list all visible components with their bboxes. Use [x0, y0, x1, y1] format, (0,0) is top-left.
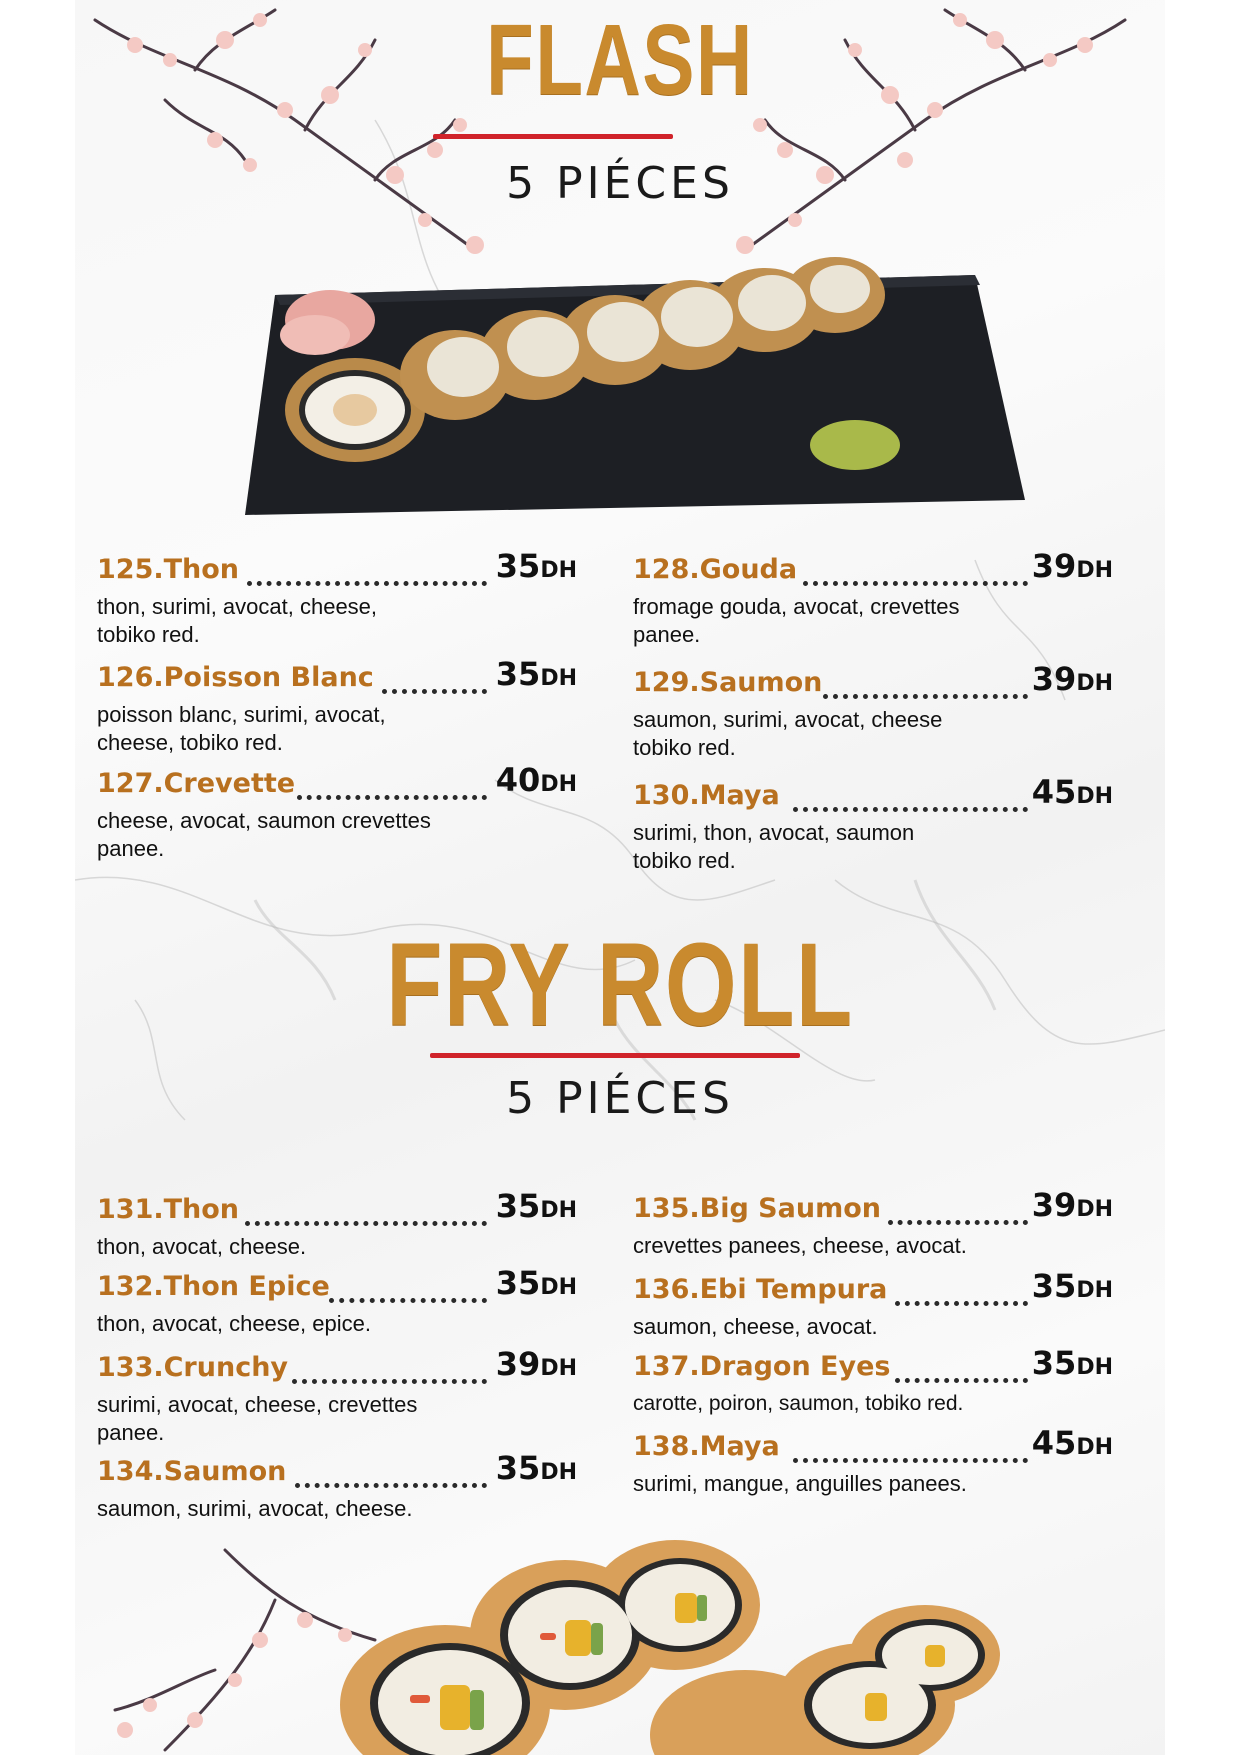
menu-item [633, 1186, 1113, 1260]
menu-item [633, 1267, 1113, 1341]
item-description: fromage gouda, avocat, crevettes panee. [633, 594, 960, 647]
item-description: saumon, cheese, avocat. [633, 1314, 878, 1339]
item-price: 35DH [495, 655, 577, 693]
menu-item [97, 1187, 577, 1261]
item-name: 138.Maya [633, 1431, 780, 1462]
item-price: 35DH [495, 547, 577, 585]
item-description: poisson blanc, surimi, avocat, cheese, tobiko red. [97, 702, 386, 755]
item-price: 45DH [1031, 1424, 1113, 1462]
item-description: thon, avocat, cheese. [97, 1234, 307, 1259]
item-name: 131.Thon [97, 1194, 240, 1225]
item-description: surimi, avocat, cheese, crevettes panee. [97, 1392, 418, 1445]
section-title-flash: FLASH [486, 4, 754, 116]
menu-item [97, 655, 577, 757]
menu-item [633, 660, 1113, 762]
item-name: 129.Saumon [633, 667, 823, 698]
menu-item [97, 761, 577, 863]
item-price: 35DH [1031, 1344, 1113, 1382]
menu-item [97, 1345, 577, 1447]
item-name: 132.Thon Epice [97, 1271, 330, 1302]
item-description: crevettes panees, cheese, avocat. [633, 1233, 967, 1258]
item-price: 39DH [1031, 660, 1113, 698]
menu-item [97, 1449, 577, 1523]
item-name: 130.Maya [633, 780, 780, 811]
item-name: 134.Saumon [97, 1456, 287, 1487]
fry-roll-image [325, 1525, 1005, 1755]
item-name: 136.Ebi Tempura [633, 1274, 888, 1305]
item-name: 127.Crevette [97, 768, 296, 799]
item-name: 126.Poisson Blanc [97, 662, 374, 693]
item-description: carotte, poiron, saumon, tobiko red. [633, 1392, 964, 1415]
menu-item [97, 547, 577, 649]
menu-item [633, 773, 1113, 875]
menu-page [75, 0, 1165, 1755]
item-price: 35DH [495, 1264, 577, 1302]
item-name: 128.Gouda [633, 554, 798, 585]
title-underline [430, 1053, 800, 1058]
item-price: 45DH [1031, 773, 1113, 811]
item-price: 39DH [1031, 1186, 1113, 1224]
menu-item [97, 1264, 577, 1338]
item-price: 35DH [1031, 1267, 1113, 1305]
item-description: cheese, avocat, saumon crevettes panee. [97, 808, 431, 861]
sushi-plate-image [235, 255, 1035, 525]
item-name: 135.Big Saumon [633, 1193, 881, 1224]
menu-item [633, 547, 1113, 649]
item-description: saumon, surimi, avocat, cheese. [97, 1496, 413, 1521]
section-subtitle-fry-roll: 5 PIÉCES [506, 1073, 734, 1124]
menu-item [633, 1424, 1113, 1498]
section-subtitle-flash: 5 PIÉCES [506, 158, 734, 209]
item-price: 39DH [495, 1345, 577, 1383]
item-price: 35DH [495, 1449, 577, 1487]
item-price: 40DH [495, 761, 577, 799]
item-description: thon, surimi, avocat, cheese, tobiko red. [97, 594, 378, 647]
section-title-fry-roll: FRY ROLL [386, 919, 854, 1051]
item-price: 39DH [1031, 547, 1113, 585]
item-description: surimi, thon, avocat, saumon tobiko red. [633, 820, 915, 873]
item-price: 35DH [495, 1187, 577, 1225]
item-name: 125.Thon [97, 554, 240, 585]
menu-item [633, 1344, 1113, 1418]
item-description: saumon, surimi, avocat, cheese tobiko red. [633, 707, 943, 760]
item-description: surimi, mangue, anguilles panees. [633, 1471, 967, 1496]
title-underline [433, 134, 673, 139]
item-name: 137.Dragon Eyes [633, 1351, 891, 1382]
item-description: thon, avocat, cheese, epice. [97, 1311, 371, 1336]
item-name: 133.Crunchy [97, 1352, 289, 1383]
